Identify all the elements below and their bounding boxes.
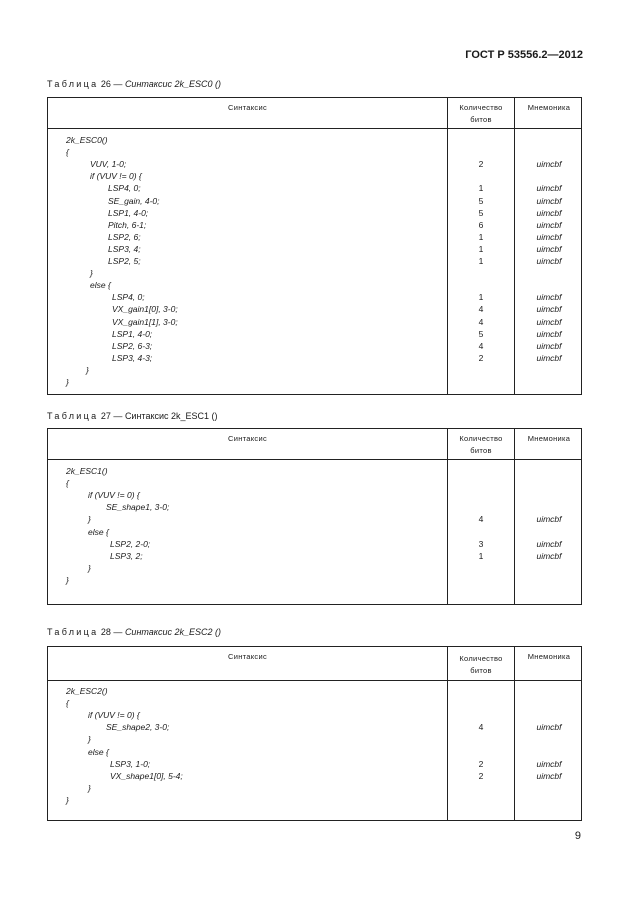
table-row	[48, 501, 581, 513]
syntax-cell: else {	[88, 526, 109, 537]
syntax-cell: {	[66, 478, 69, 489]
table-row	[48, 758, 581, 770]
table-row	[48, 364, 581, 376]
table-row	[48, 255, 581, 267]
syntax-cell: }	[86, 364, 89, 375]
table-row	[48, 340, 581, 352]
table-row	[48, 526, 581, 538]
table-row	[48, 782, 581, 794]
syntax-cell: LSP2, 6;	[108, 231, 141, 242]
mnemonic-cell: uimcbf	[536, 195, 562, 206]
bits-cell: 1	[478, 243, 484, 254]
mnemonic-cell: uimcbf	[536, 758, 562, 769]
mnemonic-cell: uimcbf	[536, 231, 562, 242]
document-id: ГОСТ Р 53556.2—2012	[465, 49, 583, 61]
table-row	[48, 465, 581, 477]
table-row	[48, 550, 581, 562]
syntax-table	[47, 428, 582, 605]
syntax-cell: LSP4, 0;	[108, 183, 141, 194]
header-bits	[448, 433, 514, 457]
syntax-cell: {	[66, 698, 69, 709]
bits-cell: 5	[478, 195, 484, 206]
table-row	[48, 513, 581, 525]
table-row	[48, 697, 581, 709]
syntax-cell: if (VUV != 0) {	[88, 490, 140, 501]
mnemonic-cell: uimcbf	[536, 340, 562, 351]
bits-cell: 4	[478, 514, 484, 525]
table-caption	[47, 79, 221, 89]
table-row	[48, 146, 581, 158]
bits-cell: 1	[478, 231, 484, 242]
table-caption	[47, 627, 221, 637]
syntax-cell: }	[88, 782, 91, 793]
table-row	[48, 316, 581, 328]
bits-cell: 5	[478, 328, 484, 339]
syntax-cell: }	[90, 268, 93, 279]
caption-number: 27 —	[100, 411, 123, 421]
syntax-cell: }	[66, 377, 69, 387]
syntax-cell: }	[66, 574, 69, 585]
mnemonic-cell: uimcbf	[536, 292, 562, 303]
syntax-cell: 2k_ESC1()	[66, 466, 108, 476]
caption-prefix: Таблица	[47, 79, 99, 89]
header-syntax: Синтаксис	[227, 652, 268, 661]
header-mnemonic: Мнемоника	[527, 434, 571, 443]
mnemonic-cell: uimcbf	[536, 207, 562, 218]
table-row	[48, 195, 581, 207]
table-row	[48, 538, 581, 550]
mnemonic-cell: uimcbf	[536, 219, 562, 230]
syntax-cell: LSP3, 4;	[108, 243, 141, 254]
mnemonic-cell: uimcbf	[536, 243, 562, 254]
syntax-cell: {	[66, 147, 69, 158]
table-row	[48, 219, 581, 231]
mnemonic-cell: uimcbf	[536, 328, 562, 339]
bits-cell: 3	[478, 538, 484, 549]
table-row	[48, 562, 581, 574]
header-bits-line1: Количество	[459, 103, 503, 112]
table-row	[48, 158, 581, 170]
syntax-cell: VX_shape1[0], 5-4;	[110, 770, 183, 781]
syntax-cell: 2k_ESC0()	[66, 135, 108, 145]
header-bits-line1: Количество	[459, 654, 503, 663]
bits-cell: 4	[478, 316, 484, 327]
syntax-cell: }	[88, 734, 91, 745]
syntax-cell: LSP3, 1-0;	[110, 758, 151, 769]
bits-cell: 4	[478, 722, 484, 733]
table-row	[48, 477, 581, 489]
syntax-cell: SE_shape1, 3-0;	[106, 502, 170, 513]
syntax-cell: LSP3, 4-3;	[112, 352, 153, 363]
header-bits	[448, 102, 514, 126]
caption-number: 28 —	[100, 627, 123, 637]
mnemonic-cell: uimcbf	[536, 550, 562, 561]
table-row	[48, 279, 581, 291]
syntax-cell: LSP2, 2-0;	[110, 538, 151, 549]
mnemonic-cell: uimcbf	[536, 183, 562, 194]
table-row	[48, 733, 581, 745]
mnemonic-cell: uimcbf	[536, 514, 562, 525]
table-row	[48, 352, 581, 364]
caption-prefix: Таблица	[47, 411, 99, 421]
syntax-table	[47, 646, 582, 821]
syntax-cell: if (VUV != 0) {	[90, 171, 142, 182]
mnemonic-cell: uimcbf	[536, 538, 562, 549]
bits-cell: 2	[478, 159, 484, 170]
table-row	[48, 291, 581, 303]
syntax-table	[47, 97, 582, 395]
table-row	[48, 182, 581, 194]
table-row	[48, 574, 581, 586]
table-row	[48, 721, 581, 733]
syntax-cell: LSP1, 4-0;	[108, 207, 149, 218]
table-row	[48, 709, 581, 721]
mnemonic-cell: uimcbf	[536, 352, 562, 363]
syntax-cell: }	[88, 514, 91, 525]
bits-cell: 1	[478, 550, 484, 561]
bits-cell: 1	[478, 183, 484, 194]
table-row	[48, 685, 581, 697]
header-bits-line2: битов	[470, 446, 492, 455]
syntax-cell: if (VUV != 0) {	[88, 710, 140, 721]
table-row	[48, 134, 581, 146]
table-row	[48, 303, 581, 315]
table-row	[48, 328, 581, 340]
table-row	[48, 267, 581, 279]
header-bits-line2: битов	[470, 115, 492, 124]
syntax-cell: VX_gain1[0], 3-0;	[112, 304, 178, 315]
table-row	[48, 794, 581, 806]
mnemonic-cell: uimcbf	[536, 722, 562, 733]
table-row	[48, 170, 581, 182]
header-syntax: Синтаксис	[227, 103, 268, 112]
table-row	[48, 746, 581, 758]
page-number: 9	[574, 830, 581, 842]
syntax-cell: LSP2, 5;	[108, 256, 141, 266]
syntax-cell: else {	[88, 746, 109, 757]
mnemonic-cell: uimcbf	[536, 256, 562, 266]
caption-number: 26 —	[100, 79, 123, 89]
header-bits	[448, 653, 514, 677]
bits-cell: 1	[478, 256, 484, 266]
syntax-cell: SE_shape2, 3-0;	[106, 722, 170, 733]
bits-cell: 5	[478, 207, 484, 218]
table-row	[48, 770, 581, 782]
header-bits-line1: Количество	[459, 434, 503, 443]
caption-title: Синтаксис 2k_ESC1 ()	[124, 411, 218, 421]
syntax-cell: LSP3, 2;	[110, 550, 143, 561]
mnemonic-cell: uimcbf	[536, 159, 562, 170]
bits-cell: 6	[478, 219, 484, 230]
table-row	[48, 231, 581, 243]
syntax-cell: SE_gain, 4-0;	[108, 195, 160, 206]
table-row	[48, 489, 581, 501]
mnemonic-cell: uimcbf	[536, 304, 562, 315]
caption-title: Синтаксис 2k_ESC2 ()	[124, 627, 221, 637]
syntax-cell: VX_gain1[1], 3-0;	[112, 316, 178, 327]
syntax-cell: LSP2, 6-3;	[112, 340, 153, 351]
header-mnemonic: Мнемоника	[527, 103, 571, 112]
header-bits-line2: битов	[470, 666, 492, 675]
syntax-cell: else {	[90, 280, 111, 291]
bits-cell: 2	[478, 758, 484, 769]
mnemonic-cell: uimcbf	[536, 770, 562, 781]
syntax-cell: }	[88, 562, 91, 573]
syntax-cell: LSP4, 0;	[112, 292, 145, 303]
bits-cell: 4	[478, 340, 484, 351]
syntax-cell: Pitch, 6-1;	[108, 219, 147, 230]
bits-cell: 1	[478, 292, 484, 303]
syntax-cell: LSP1, 4-0;	[112, 328, 153, 339]
bits-cell: 2	[478, 770, 484, 781]
mnemonic-cell: uimcbf	[536, 316, 562, 327]
header-mnemonic: Мнемоника	[527, 652, 571, 661]
bits-cell: 4	[478, 304, 484, 315]
bits-cell: 2	[478, 352, 484, 363]
table-row	[48, 207, 581, 219]
caption-prefix: Таблица	[47, 627, 99, 637]
table-caption	[47, 411, 218, 421]
table-row	[48, 376, 581, 388]
header-syntax: Синтаксис	[227, 434, 268, 443]
syntax-cell: 2k_ESC2()	[66, 686, 108, 696]
syntax-cell: }	[66, 794, 69, 805]
caption-title: Синтаксис 2k_ESC0 ()	[124, 79, 221, 89]
syntax-cell: VUV, 1-0;	[90, 159, 127, 170]
table-row	[48, 243, 581, 255]
